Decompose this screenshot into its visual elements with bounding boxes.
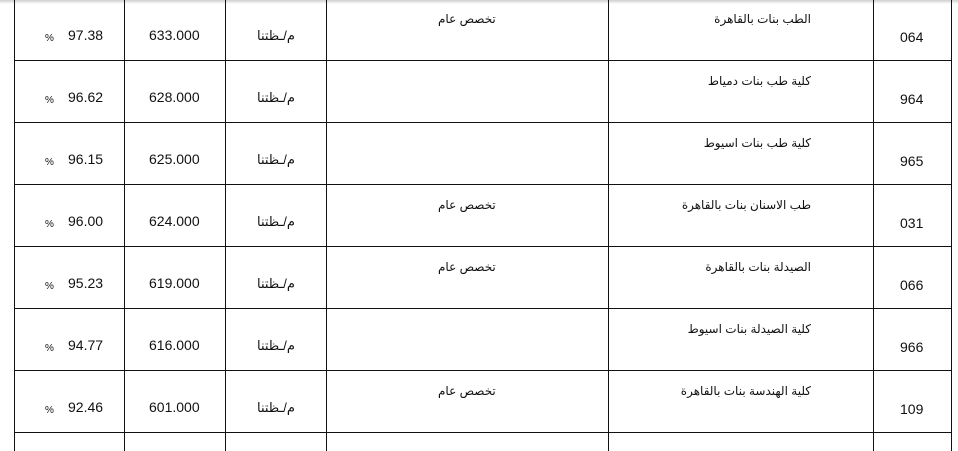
table-row xyxy=(15,185,952,247)
specialization-value: تخصص عام xyxy=(438,260,496,274)
percentage-cell xyxy=(15,123,125,185)
percentage-cell xyxy=(15,0,125,61)
college-name-value: كلية طب بنات اسيوط xyxy=(703,136,811,150)
code-cell xyxy=(874,185,952,247)
college-name-cell xyxy=(609,0,874,61)
college-name-cell xyxy=(609,123,874,185)
code-cell xyxy=(874,0,952,61)
college-code-value: 066 xyxy=(900,277,924,293)
college-code-value: 966 xyxy=(900,339,924,355)
percentage-value: 94.77 xyxy=(68,337,104,353)
type-cell xyxy=(226,61,327,123)
college-name-value: الصيدلة بنات بالقاهرة xyxy=(705,260,811,274)
college-name-value: طب الاسنان بنات بالقاهرة xyxy=(681,198,811,212)
college-name-cell xyxy=(609,309,874,371)
score-value: 624.000 xyxy=(149,213,200,229)
college-name-value: كلية الهندسة بنات بالقاهرة xyxy=(680,384,811,398)
percentage-cell xyxy=(15,185,125,247)
specialization-value: تخصص عام xyxy=(438,12,496,26)
score-cell xyxy=(125,371,226,433)
code-cell xyxy=(874,61,952,123)
score-cell xyxy=(125,123,226,185)
table-row xyxy=(15,309,952,371)
college-name-cell xyxy=(609,185,874,247)
score-cell xyxy=(125,309,226,371)
type-cell xyxy=(226,185,327,247)
code-cell xyxy=(874,309,952,371)
type-cell xyxy=(226,0,327,61)
score-value: 628.000 xyxy=(149,89,200,105)
type-cell xyxy=(226,123,327,185)
type-value: م/ـظتنا xyxy=(257,90,295,105)
percentage-value: 95.23 xyxy=(68,275,104,291)
percent-sign: % xyxy=(45,95,54,106)
type-value: م/ـظتنا xyxy=(257,214,295,229)
code-cell xyxy=(874,247,952,309)
table-row xyxy=(15,0,952,61)
score-cell xyxy=(125,185,226,247)
college-name-value: الطب بنات بالقاهرة xyxy=(714,12,811,26)
table-row xyxy=(15,123,952,185)
score-value: 616.000 xyxy=(149,337,200,353)
type-cell xyxy=(226,433,327,451)
type-value: م/ـظتنا xyxy=(257,152,295,167)
specialization-cell xyxy=(327,123,609,185)
college-name-value: كلية الصيدلة بنات اسيوط xyxy=(687,322,811,336)
type-cell xyxy=(226,309,327,371)
percentage-cell xyxy=(15,309,125,371)
score-cell xyxy=(125,61,226,123)
college-code-value: 109 xyxy=(900,401,924,417)
score-value: 625.000 xyxy=(149,151,200,167)
specialization-value: تخصص عام xyxy=(438,198,496,212)
code-cell xyxy=(874,371,952,433)
specialization-cell xyxy=(327,247,609,309)
code-cell xyxy=(874,123,952,185)
percent-sign: % xyxy=(45,219,54,230)
specialization-cell xyxy=(327,371,609,433)
college-name-cell xyxy=(609,433,874,451)
college-code-value: 965 xyxy=(900,153,924,169)
table-body xyxy=(15,0,952,451)
score-value: 601.000 xyxy=(149,399,200,415)
type-cell xyxy=(226,371,327,433)
college-name-cell xyxy=(609,371,874,433)
percentage-value: 96.15 xyxy=(68,151,104,167)
percentage-value: 92.46 xyxy=(68,399,104,415)
specialization-cell xyxy=(327,433,609,451)
percent-sign: % xyxy=(45,405,54,416)
score-value: 619.000 xyxy=(149,275,200,291)
percentage-cell xyxy=(15,433,125,451)
score-cell xyxy=(125,247,226,309)
type-value: م/ـظتنا xyxy=(257,400,295,415)
percentage-cell xyxy=(15,247,125,309)
percent-sign: % xyxy=(45,157,54,168)
code-cell xyxy=(874,433,952,451)
percent-sign: % xyxy=(45,281,54,292)
admissions-table xyxy=(14,0,952,451)
percentage-value: 96.00 xyxy=(68,213,104,229)
table-row xyxy=(15,433,952,451)
college-name-cell xyxy=(609,247,874,309)
percentage-cell xyxy=(15,371,125,433)
table-row xyxy=(15,247,952,309)
score-value: 633.000 xyxy=(149,27,200,43)
college-name-cell xyxy=(609,61,874,123)
college-name-value: كلية طب بنات دمياط xyxy=(707,74,811,88)
college-code-value: 064 xyxy=(900,29,924,45)
type-value: م/ـظتنا xyxy=(257,276,295,291)
score-cell xyxy=(125,0,226,61)
specialization-value: تخصص عام xyxy=(438,384,496,398)
score-cell xyxy=(125,433,226,451)
type-value: م/ـظتنا xyxy=(257,28,295,43)
percentage-value: 96.62 xyxy=(68,89,104,105)
college-code-value: 964 xyxy=(900,91,924,107)
percentage-cell xyxy=(15,61,125,123)
percentage-value: 97.38 xyxy=(68,27,104,43)
percent-sign: % xyxy=(45,343,54,354)
specialization-cell xyxy=(327,0,609,61)
specialization-cell xyxy=(327,309,609,371)
table-row xyxy=(15,61,952,123)
specialization-cell xyxy=(327,61,609,123)
specialization-cell xyxy=(327,185,609,247)
type-value: م/ـظتنا xyxy=(257,338,295,353)
type-cell xyxy=(226,247,327,309)
table-row xyxy=(15,371,952,433)
college-code-value: 031 xyxy=(900,215,924,231)
percent-sign: % xyxy=(45,33,54,44)
